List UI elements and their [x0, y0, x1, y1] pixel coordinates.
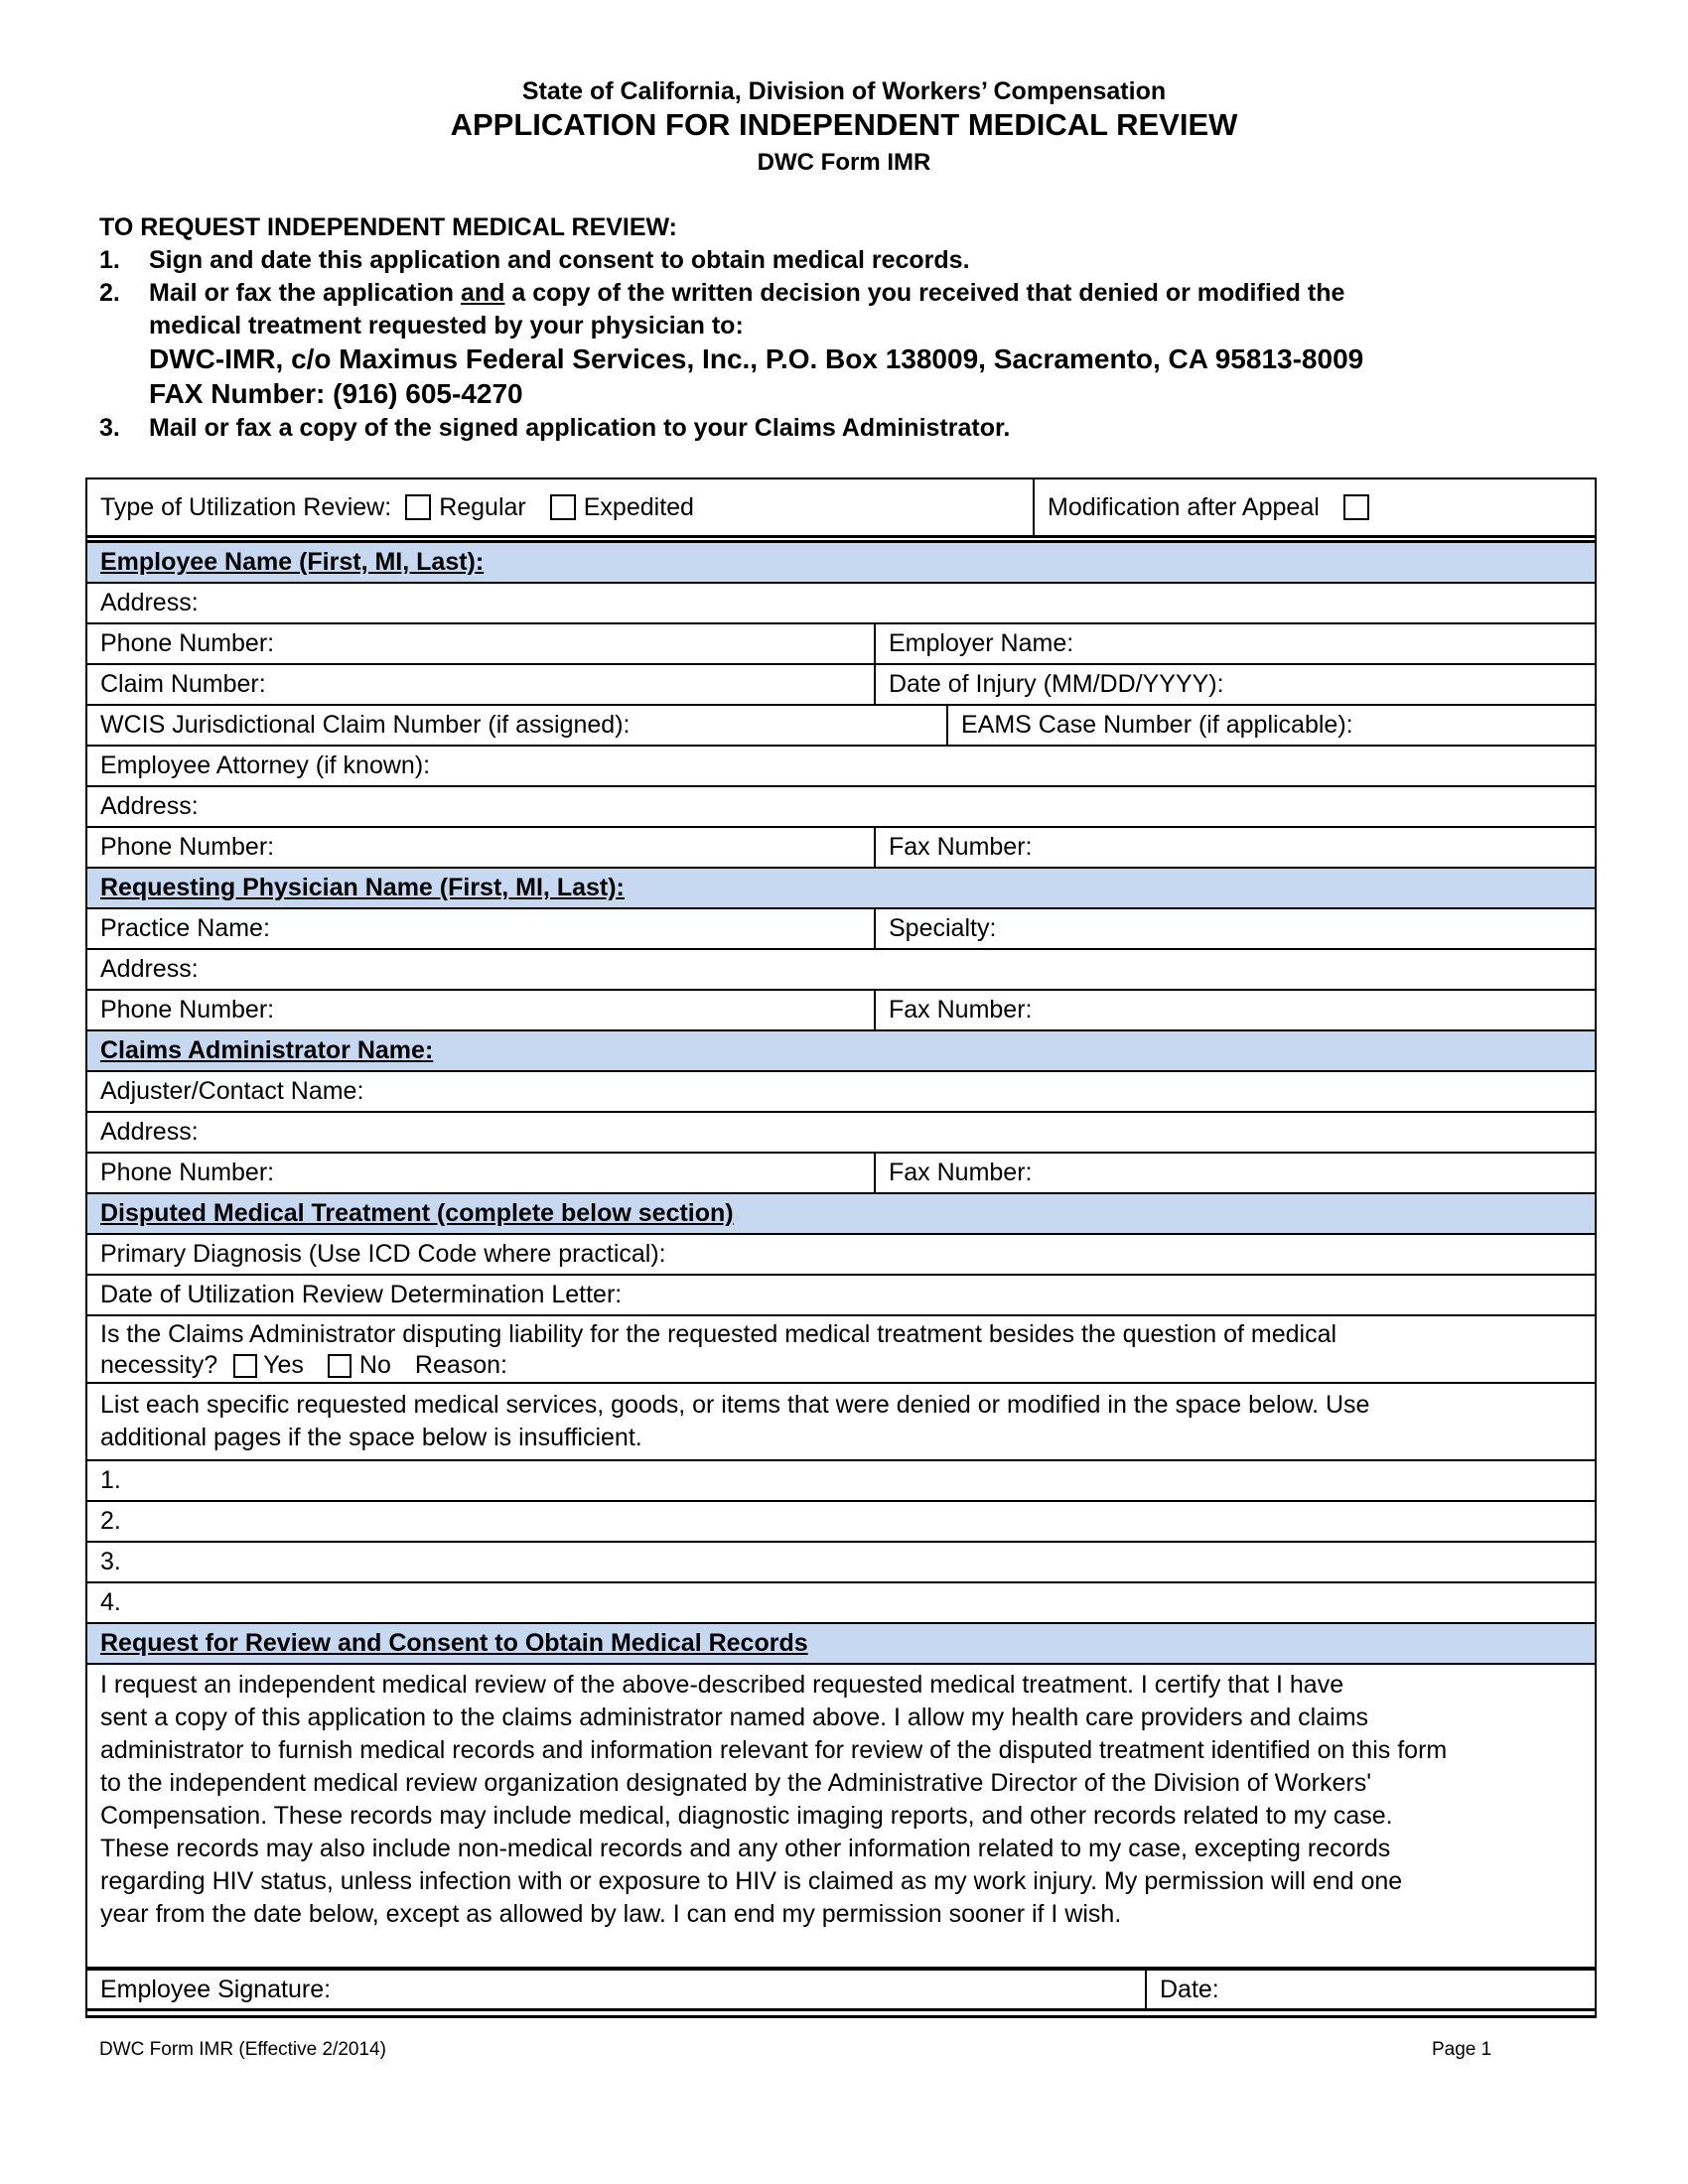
instruction-3: [99, 414, 1010, 443]
practice-row: [87, 909, 1595, 950]
no-label: No: [358, 1351, 391, 1379]
expedited-checkbox[interactable]: [550, 494, 576, 520]
fax-label: Fax Number:: [889, 1159, 1033, 1186]
step-number: 2.: [99, 279, 120, 307]
employee-name-field[interactable]: [87, 543, 1595, 584]
step-number: 3.: [99, 414, 120, 442]
address-label: Address:: [100, 955, 199, 983]
consent-heading: [87, 1624, 1595, 1665]
yes-label: Yes: [263, 1351, 304, 1379]
ur-date-label: Date of Utilization Review Determination Letter:: [100, 1281, 623, 1308]
fax-label: Fax Number:: [889, 996, 1033, 1024]
item-number: 2.: [100, 1507, 121, 1535]
step-text: Mail or fax a copy of the signed application to your Claims Administrator.: [149, 414, 1011, 442]
phone-label: Phone Number:: [100, 1159, 275, 1186]
claims-admin-label: Claims Administrator Name:: [100, 1036, 434, 1064]
expedited-label: Expedited: [583, 492, 694, 521]
step-text: Sign and date this application and consent to obtain medical records.: [149, 246, 970, 274]
diagnosis-field[interactable]: [87, 1235, 1595, 1276]
address-label: Address:: [100, 589, 199, 616]
imr-form: [85, 478, 1597, 2018]
phone-label: Phone Number:: [100, 996, 275, 1024]
wcis-label: WCIS Jurisdictional Claim Number (if assigned):: [100, 711, 631, 739]
adjuster-label: Adjuster/Contact Name:: [100, 1077, 364, 1105]
consent-line: regarding HIV status, unless infection with or exposure to HIV is claimed as my work injury. My permission will end one: [100, 1867, 1403, 1895]
consent-line: administrator to furnish medical records and information relevant for review of the disputed treatment identified on this form: [100, 1736, 1448, 1764]
ur-type-label: Type of Utilization Review:: [100, 492, 392, 521]
address-label: Address:: [100, 1118, 199, 1146]
claim-label: Claim Number:: [100, 670, 266, 698]
regular-label: Regular: [439, 492, 526, 521]
modification-cell: [1033, 479, 1595, 535]
form-id: DWC Form IMR: [757, 149, 931, 176]
consent-line: to the independent medical review organization designated by the Administrative Director of the Division of Workers': [100, 1769, 1371, 1797]
ur-date-field[interactable]: [87, 1276, 1595, 1316]
employer-name-field[interactable]: [874, 624, 1595, 663]
list-instructions: [87, 1389, 1382, 1454]
physician-label: Requesting Physician Name (First, MI, Last):: [100, 874, 625, 901]
physician-address-field[interactable]: [87, 950, 1595, 991]
liability-cell: [87, 1317, 1349, 1381]
step-and: and: [460, 279, 505, 307]
consent-line: Compensation. These records may include medical, diagnostic imaging reports, and other records related to my case.: [100, 1802, 1393, 1830]
attorney-field[interactable]: [87, 747, 1595, 787]
admin-address-field[interactable]: [87, 1113, 1595, 1154]
page-number: Page 1: [1432, 2039, 1492, 2060]
reason-label: Reason:: [414, 1351, 508, 1379]
instruction-1: [99, 246, 970, 275]
consent-text: [87, 1665, 1460, 1931]
treatment-item-2[interactable]: [87, 1502, 1595, 1543]
signature-label: Employee Signature:: [100, 1975, 332, 2003]
admin-phone-row: [87, 1154, 1595, 1194]
list-instructions-row: [87, 1384, 1595, 1461]
item-number: 4.: [100, 1588, 121, 1616]
modification-label: Modification after Appeal: [1048, 492, 1320, 521]
liability-question: Is the Claims Administrator disputing liability for the requested medical treatment besides the question of medical: [100, 1320, 1337, 1348]
signature-date-field[interactable]: [1145, 1971, 1595, 2008]
specialty-field[interactable]: [874, 909, 1595, 948]
consent-row: [87, 1665, 1595, 1971]
attorney-address-field[interactable]: [87, 787, 1595, 828]
list-instruction-line: additional pages if the space below is insufficient.: [100, 1424, 642, 1451]
employer-label: Employer Name:: [889, 629, 1074, 657]
specialty-label: Specialty:: [889, 914, 997, 942]
physician-fax-field[interactable]: [874, 991, 1595, 1029]
agency-name: State of California, Division of Workers’ Compensation: [521, 77, 1167, 105]
fax-number: FAX Number: (916) 605-4270: [149, 378, 523, 409]
attorney-phone-field[interactable]: [87, 828, 874, 867]
signature-row: [87, 1971, 1595, 2018]
phone-label: Phone Number:: [100, 833, 275, 861]
practice-label: Practice Name:: [100, 914, 270, 942]
fax-label: Fax Number:: [889, 833, 1033, 861]
wcis-field[interactable]: [87, 706, 946, 745]
instructions-heading: TO REQUEST INDEPENDENT MEDICAL REVIEW:: [99, 213, 678, 241]
employee-phone-field[interactable]: [87, 624, 874, 663]
signature-field[interactable]: [87, 1971, 1145, 2008]
instruction-2-cont: medical treatment requested by your physician to:: [149, 312, 744, 340]
liability-question-cont: necessity?: [100, 1351, 218, 1379]
admin-phone-field[interactable]: [87, 1154, 874, 1192]
physician-phone-field[interactable]: [87, 991, 874, 1029]
address-label: Address:: [100, 792, 199, 820]
yes-checkbox[interactable]: [233, 1354, 257, 1378]
admin-fax-field[interactable]: [874, 1154, 1595, 1192]
attorney-fax-field[interactable]: [874, 828, 1595, 867]
form-title: APPLICATION FOR INDEPENDENT MEDICAL REVIEW: [450, 107, 1238, 142]
physician-phone-row: [87, 991, 1595, 1031]
adjuster-field[interactable]: [87, 1072, 1595, 1113]
treatment-item-1[interactable]: [87, 1461, 1595, 1502]
no-checkbox[interactable]: [328, 1354, 352, 1378]
item-number: 3.: [100, 1548, 121, 1575]
step-text: a copy of the written decision you received that denied or modified the: [511, 279, 1345, 307]
doi-label: Date of Injury (MM/DD/YYYY):: [889, 670, 1224, 698]
instruction-2: [99, 279, 1344, 308]
liability-row: [87, 1316, 1595, 1384]
list-instruction-line: List each specific requested medical services, goods, or items that were denied or modified in the space below. Use: [100, 1391, 1370, 1419]
claim-row: [87, 665, 1595, 706]
disputed-treatment-heading: [87, 1194, 1595, 1235]
diagnosis-label: Primary Diagnosis (Use ICD Code where practical):: [100, 1240, 666, 1268]
step-text: Mail or fax the application: [149, 279, 454, 307]
consent-line: These records may also include non-medical records and any other information related to my case, excepting records: [100, 1835, 1391, 1862]
ur-type-cell: [87, 479, 1033, 535]
mailing-address: DWC-IMR, c/o Maximus Federal Services, Inc., P.O. Box 138009, Sacramento, CA 95813-8009: [149, 343, 1364, 374]
physician-name-field[interactable]: [87, 869, 1595, 909]
practice-name-field[interactable]: [87, 909, 874, 948]
employee-phone-row: [87, 624, 1595, 665]
date-label: Date:: [1160, 1975, 1219, 2003]
claim-number-field[interactable]: [87, 665, 874, 704]
treatment-item-3[interactable]: [87, 1543, 1595, 1583]
footer-form-id: DWC Form IMR (Effective 2/2014): [99, 2039, 386, 2060]
consent-line: I request an independent medical review of the above-described requested medical treatment. I certify that I have: [100, 1671, 1344, 1699]
employee-name-label: Employee Name (First, MI, Last):: [100, 548, 485, 576]
regular-checkbox[interactable]: [405, 494, 431, 520]
phone-label: Phone Number:: [100, 629, 275, 657]
ur-type-row: [87, 479, 1595, 543]
attorney-label: Employee Attorney (if known):: [100, 751, 431, 779]
treatment-item-4[interactable]: [87, 1583, 1595, 1624]
claims-admin-field[interactable]: [87, 1031, 1595, 1072]
modification-checkbox[interactable]: [1343, 494, 1369, 520]
attorney-phone-row: [87, 828, 1595, 869]
consent-heading-label: Request for Review and Consent to Obtain Medical Records: [100, 1629, 808, 1657]
date-of-injury-field[interactable]: [874, 665, 1595, 704]
consent-line: sent a copy of this application to the claims administrator named above. I allow my health care providers and claims: [100, 1704, 1369, 1731]
consent-line: year from the date below, except as allowed by law. I can end my permission sooner if I wish.: [100, 1900, 1122, 1928]
item-number: 1.: [100, 1466, 121, 1494]
wcis-row: [87, 706, 1595, 747]
eams-label: EAMS Case Number (if applicable):: [961, 711, 1353, 739]
disputed-label: Disputed Medical Treatment (complete below section): [100, 1199, 734, 1227]
employee-address-field[interactable]: [87, 584, 1595, 624]
step-number: 1.: [99, 246, 120, 274]
eams-field[interactable]: [946, 706, 1595, 745]
